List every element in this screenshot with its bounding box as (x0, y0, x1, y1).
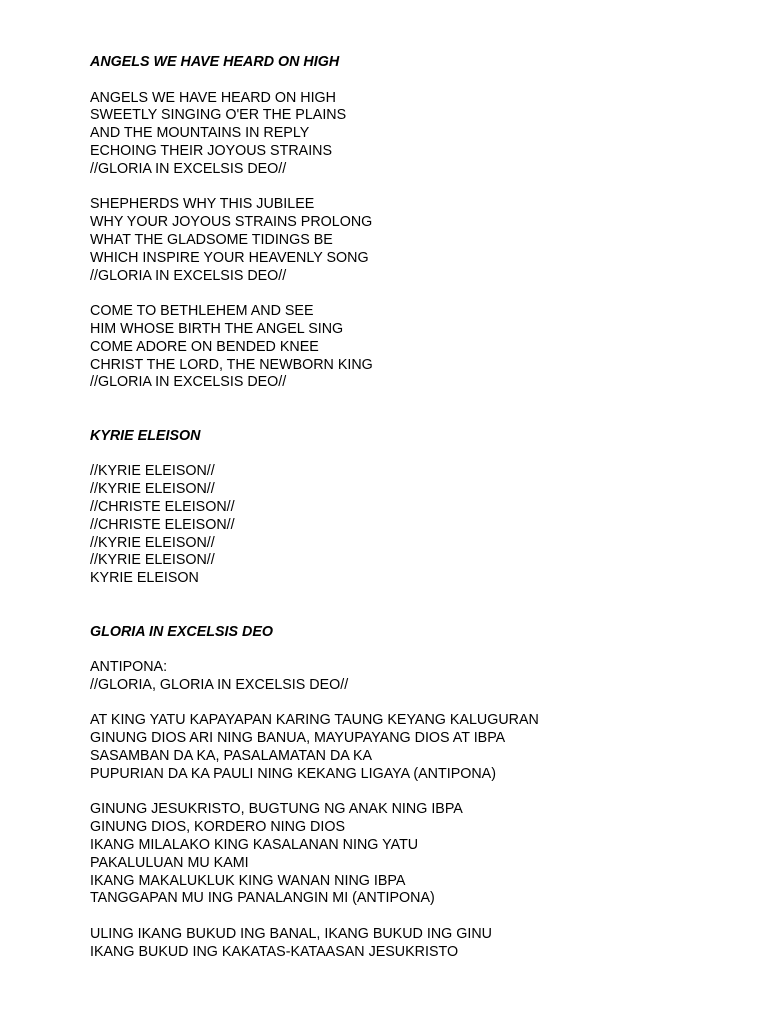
lyric-line: PAKALULUAN MU KAMI (90, 854, 249, 871)
lyric-line: //KYRIE ELEISON// (90, 481, 215, 498)
lyric-line: WHY YOUR JOYOUS STRAINS PROLONG (90, 214, 373, 231)
lyric-line: WHAT THE GLADSOME TIDINGS BE (90, 231, 333, 248)
song-gloria (90, 624, 768, 962)
lyric-line: TANGGAPAN MU ING PANALANGIN MI (ANTIPONA) (90, 890, 435, 907)
lyric-line: IKANG MILALAKO KING KASALANAN NING YATU (90, 837, 419, 854)
lyric-line: ANGELS WE HAVE HEARD ON HIGH (90, 89, 336, 106)
stanza (90, 801, 768, 908)
stanza (90, 712, 768, 783)
lyric-line: COME TO BETHLEHEM AND SEE (90, 303, 314, 320)
lyric-line: ULING IKANG BUKUD ING BANAL, IKANG BUKUD ING GINU (90, 926, 492, 943)
song-angels (90, 54, 768, 392)
lyric-line: HIM WHOSE BIRTH THE ANGEL SING (90, 320, 344, 337)
lyric-line: //CHRISTE ELEISON// (90, 498, 235, 515)
stanza (90, 90, 768, 179)
lyric-line: SWEETLY SINGING O'ER THE PLAINS (90, 107, 347, 124)
stanza (90, 659, 768, 695)
lyric-line: KYRIE ELEISON (90, 570, 199, 587)
stanza (90, 196, 768, 285)
lyric-line: GINUNG DIOS, KORDERO NING DIOS (90, 819, 345, 836)
song-title: GLORIA IN EXCELSIS DEO (90, 623, 273, 640)
lyric-line: IKANG BUKUD ING KAKATAS-KATAASAN JESUKRISTO (90, 943, 459, 960)
lyric-line: //KYRIE ELEISON// (90, 463, 215, 480)
lyric-line: //GLORIA IN EXCELSIS DEO// (90, 267, 287, 284)
stanza (90, 463, 768, 588)
lyric-line: //GLORIA IN EXCELSIS DEO// (90, 374, 287, 391)
lyric-line: CHRIST THE LORD, THE NEWBORN KING (90, 356, 373, 373)
song-kyrie (90, 428, 768, 588)
lyric-line: SASAMBAN DA KA, PASALAMATAN DA KA (90, 748, 373, 765)
lyric-line: IKANG MAKALUKLUK KING WANAN NING IBPA (90, 872, 406, 889)
lyric-line: //CHRISTE ELEISON// (90, 516, 235, 533)
song-title: KYRIE ELEISON (90, 427, 201, 444)
lyric-line: //KYRIE ELEISON// (90, 534, 215, 551)
lyric-line: //KYRIE ELEISON// (90, 552, 215, 569)
lyric-line: GINUNG JESUKRISTO, BUGTUNG NG ANAK NING IBPA (90, 801, 463, 818)
lyric-line: ANTIPONA: (90, 659, 168, 676)
lyric-line: AND THE MOUNTAINS IN REPLY (90, 125, 310, 142)
song-title: ANGELS WE HAVE HEARD ON HIGH (90, 54, 340, 70)
stanza (90, 926, 768, 962)
lyric-line: COME ADORE ON BENDED KNEE (90, 338, 319, 355)
lyric-line: SHEPHERDS WHY THIS JUBILEE (90, 196, 315, 213)
lyric-line: GINUNG DIOS ARI NING BANUA, MAYUPAYANG DIOS AT IBPA (90, 730, 506, 747)
lyric-line: ECHOING THEIR JOYOUS STRAINS (90, 142, 333, 159)
stanza (90, 303, 768, 392)
lyric-line: //GLORIA IN EXCELSIS DEO// (90, 160, 287, 177)
lyric-line: AT KING YATU KAPAYAPAN KARING TAUNG KEYANG KALUGURAN (90, 712, 539, 729)
lyric-line: WHICH INSPIRE YOUR HEAVENLY SONG (90, 249, 369, 266)
lyric-line: //GLORIA, GLORIA IN EXCELSIS DEO// (90, 676, 349, 693)
lyric-line: PUPURIAN DA KA PAULI NING KEKANG LIGAYA (ANTIPONA) (90, 765, 496, 782)
